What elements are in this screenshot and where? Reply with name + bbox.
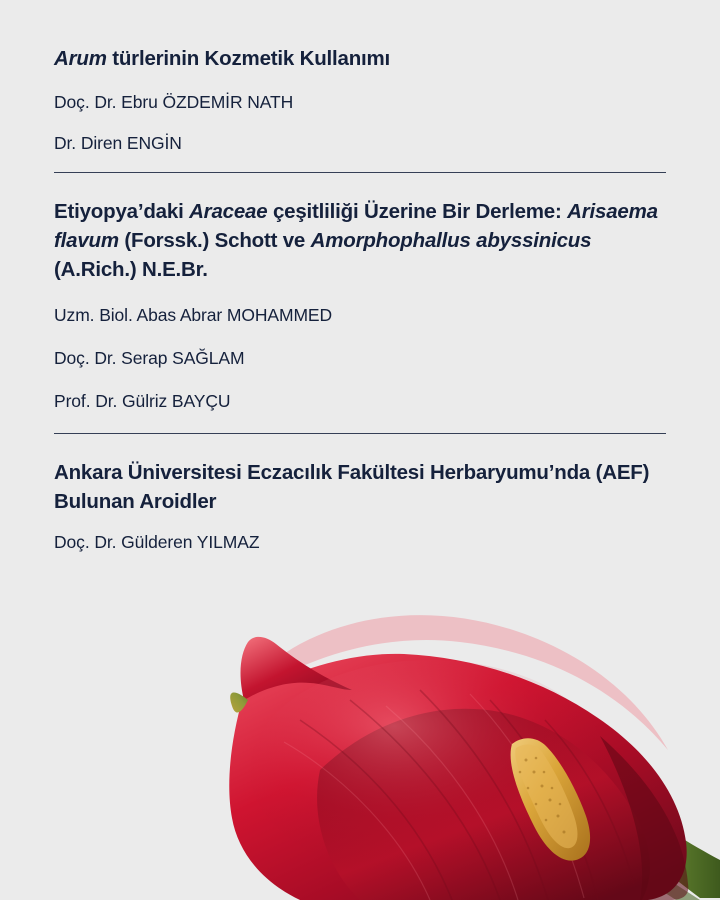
entry-title-italic-part: Araceae <box>189 200 268 223</box>
entry-title <box>54 197 666 284</box>
entry-title-plain-part: türlerinin Kozmetik Kullanımı <box>106 47 391 70</box>
entry-author: Prof. Dr. Gülriz BAYÇU <box>54 391 231 411</box>
entry-title-italic-part: Arum <box>54 47 107 70</box>
program-entry <box>54 195 666 413</box>
entry-author: Dr. Diren ENGİN <box>54 133 182 153</box>
divider-wrap <box>54 172 666 173</box>
section-divider <box>54 172 666 173</box>
program-entry <box>54 0 666 155</box>
entry-author: Doç. Dr. Serap SAĞLAM <box>54 348 245 368</box>
entry-title: Ankara Üniversitesi Eczacılık Fakültesi Herbaryumu’nda (AEF) Bulunan Aroidler <box>54 461 650 513</box>
entry-title-plain-part: (A.Rich.) N.E.Br. <box>54 258 208 281</box>
entry-title-plain-part: (Forssk.) Schott ve <box>118 229 311 252</box>
divider-wrap <box>54 433 666 434</box>
entry-title-plain-part: Etiyopya’daki <box>54 200 190 223</box>
entry-title-italic-part: Arisaema flavum <box>54 200 658 252</box>
entry-title-italic-part: Amorphophallus abyssinicus <box>310 229 592 252</box>
section-divider <box>54 433 666 434</box>
entry-author: Doç. Dr. Ebru ÖZDEMİR NATH <box>54 92 294 112</box>
entry-title-plain-part: çeşitliliği Üzerine Bir Derleme: <box>267 200 568 223</box>
program-entry <box>54 456 666 554</box>
entry-author: Uzm. Biol. Abas Abrar MOHAMMED <box>54 305 333 325</box>
entry-author: Doç. Dr. Gülderen YILMAZ <box>54 532 260 552</box>
entry-title <box>54 44 666 73</box>
